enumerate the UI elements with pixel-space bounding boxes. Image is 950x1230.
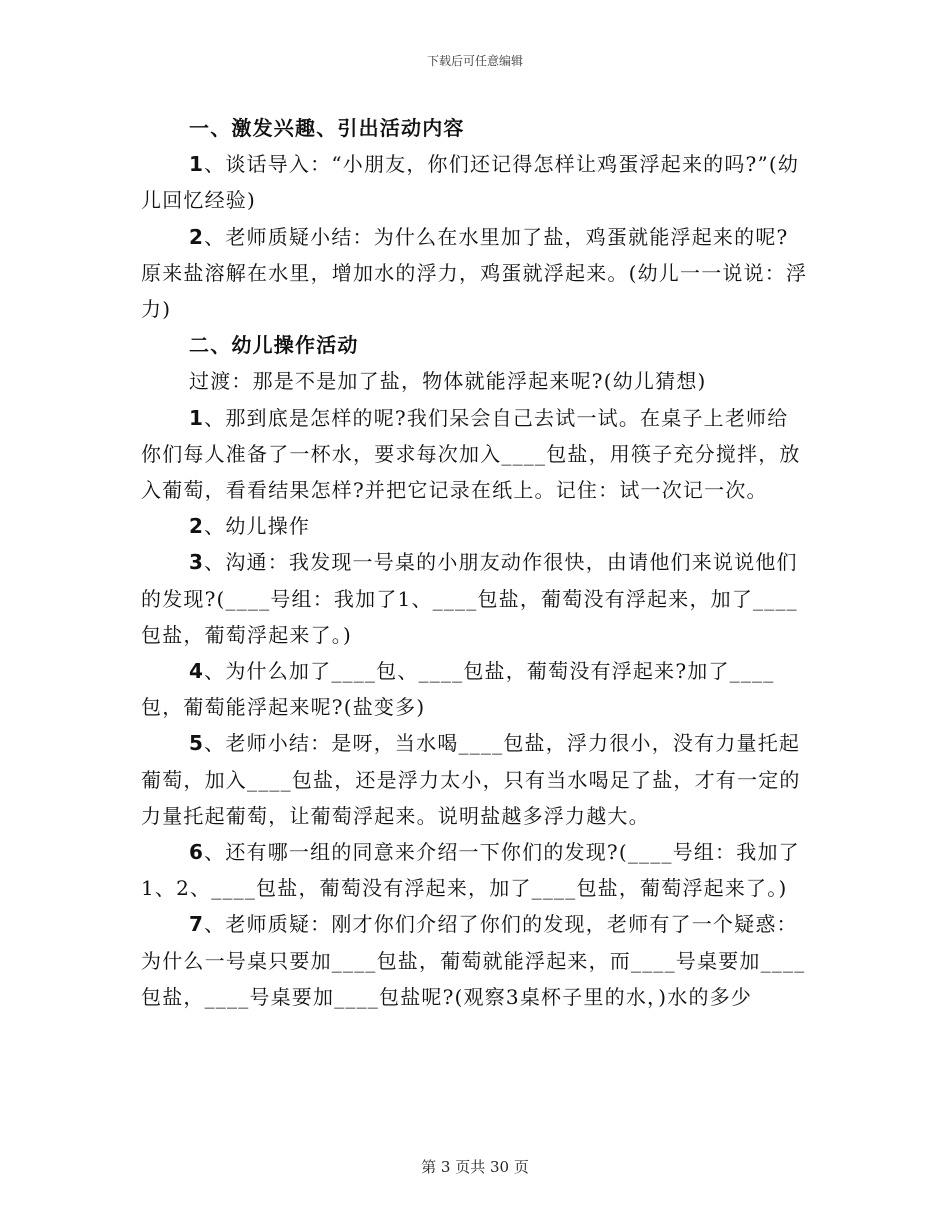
paragraph-2-7 — [141, 906, 809, 1015]
paragraph-text: 、老师质疑：刚才你们介绍了你们的发现，老师有了一个疑惑：为什么一号桌只要加____包盐，葡萄就能浮起来，而____号桌要加____包盐，____号桌要加____包盐呢?(观察3桌杯子里的水，)水的多少 — [141, 912, 806, 1009]
paragraph-2-1 — [141, 400, 809, 509]
document-body — [141, 110, 809, 1015]
paragraph-2-3 — [141, 544, 809, 653]
item-number: 7 — [189, 912, 205, 937]
paragraph-text: 、为什么加了____包、____包盐，葡萄没有浮起来?加了____包，葡萄能浮起来呢?(盐变多) — [141, 659, 775, 720]
paragraph-text: 、那到底是怎样的呢?我们呆会自己去试一试。在桌子上老师给你们每人准备了一杯水，要求每次加入____包盐，用筷子充分搅拌，放入葡萄，看看结果怎样?并把它记录在纸上。记住：试一次记一次。 — [141, 405, 801, 503]
paragraph-text: 、老师质疑小结：为什么在水里加了盐，鸡蛋就能浮起来的呢?原来盐溶解在水里，增加水的浮力，鸡蛋就浮起来。(幼儿一一说说：浮力) — [141, 224, 808, 322]
item-number: 1 — [189, 152, 205, 177]
page-footer: 第 3 页共 30 页 — [421, 1158, 529, 1176]
paragraph-2-6 — [141, 834, 809, 906]
paragraph-2-5 — [141, 725, 809, 834]
item-number: 5 — [189, 731, 205, 756]
item-number: 2 — [189, 224, 205, 249]
paragraph-text: 、老师小结：是呀，当水喝____包盐，浮力很小，没有力量托起葡萄，加入____包盐，还是浮力太小，只有当水喝足了盐，才有一定的力量托起葡萄，让葡萄浮起来。说明盐越多浮力越大。 — [141, 731, 801, 828]
paragraph-text: 、谈话导入：“小朋友，你们还记得怎样让鸡蛋浮起来的吗?”(幼儿回忆经验) — [141, 152, 800, 213]
paragraph-1-1 — [141, 146, 809, 218]
item-number: 1 — [189, 405, 205, 430]
paragraph-1-2 — [141, 219, 809, 328]
item-number: 6 — [189, 840, 205, 865]
item-number: 4 — [189, 659, 205, 684]
section-heading-1: 一、激发兴趣、引出活动内容 — [189, 116, 465, 140]
paragraph-text: 、还有哪一组的同意来介绍一下你们的发现?(____号组：我加了1、2、____包盐，葡萄没有浮起来，加了____包盐，葡萄浮起来了。) — [141, 840, 800, 901]
page-header: 下载后可任意编辑 — [426, 54, 523, 68]
paragraph-text: 、沟通：我发现一号桌的小朋友动作很快，由请他们来说说他们的发现?(____号组：我加了1、____包盐，葡萄没有浮起来，加了____包盐，葡萄浮起来了。) — [141, 550, 798, 647]
paragraph-2-4 — [141, 653, 809, 725]
paragraph-transition: 过渡：那是不是加了盐，物体就能浮起来呢?(幼儿猜想) — [189, 369, 707, 394]
item-number: 3 — [189, 550, 205, 575]
paragraph-text: 、幼儿操作 — [204, 514, 311, 539]
item-number: 2 — [189, 514, 205, 539]
section-heading-2: 二、幼儿操作活动 — [189, 333, 359, 358]
paragraph-2-2 — [141, 508, 809, 544]
